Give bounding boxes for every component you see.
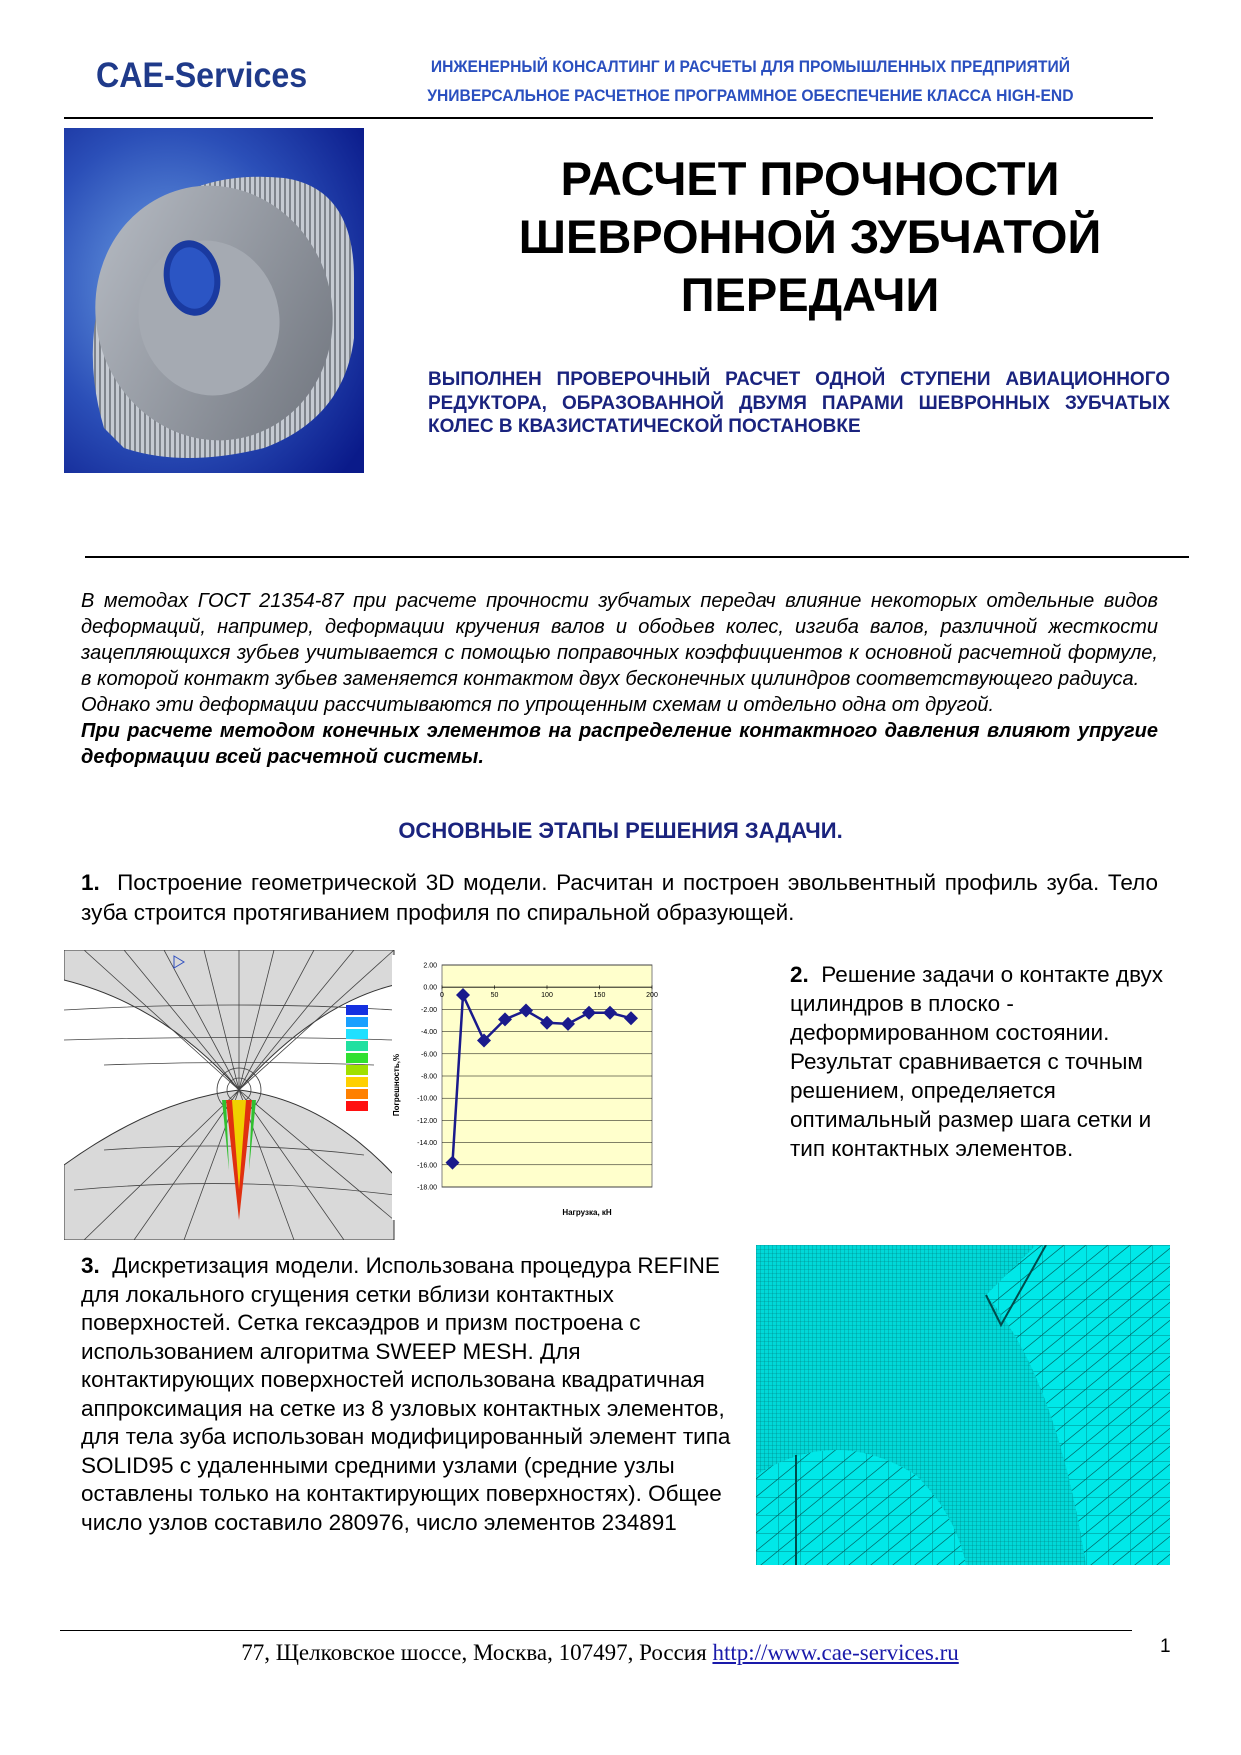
section-heading: ОСНОВНЫЕ ЭТАПЫ РЕШЕНИЯ ЗАДАЧИ. bbox=[398, 818, 843, 843]
chart-y-tick-label: -2.00 bbox=[421, 1006, 437, 1014]
error-chart bbox=[392, 955, 737, 1220]
footer-address-text: 77, Щелковское шоссе, Москва, 107497, Россия bbox=[241, 1640, 707, 1665]
step-3-text: Дискретизация модели. Использована процедура REFINE для локального сгущения сетки вблизи контактных поверхностей. Сетка гексаэдров и призм построена с использованием алгоритма SWEEP MESH. Для контактирующих поверхностей использована квадратичная аппроксимация на сетке из 8 узловых контактных элементов, для тела зуба использован модифицированный элемент типа SOLID95 с удаленными средними узлами (средние узлы оставлены только на контактирующих поверхностях). Общее число узлов составило 280976, число элементов 234891 bbox=[81, 1253, 731, 1535]
step-1-number: 1. bbox=[81, 870, 100, 895]
intro-paragraph-2: Однако эти деформации рассчитываются по упрощенным схемам и отдельно одна от другой. bbox=[81, 694, 995, 716]
chart-y-tick-label: -12.00 bbox=[417, 1117, 437, 1125]
chart-y-tick-label: 2.00 bbox=[423, 962, 437, 970]
footer-rule bbox=[60, 1630, 1132, 1631]
page-number: 1 bbox=[1160, 1636, 1171, 1657]
mesh-render-image bbox=[756, 1245, 1170, 1565]
chart-x-tick-label: 150 bbox=[593, 992, 606, 1000]
header-rule bbox=[64, 117, 1153, 119]
step-3 bbox=[81, 1252, 751, 1537]
step-2 bbox=[790, 960, 1170, 1163]
title-line-3: ПЕРЕДАЧИ bbox=[680, 268, 940, 321]
chart-x-tick-label: 100 bbox=[541, 992, 553, 1000]
section-rule bbox=[85, 556, 1189, 558]
contact-fea-image bbox=[64, 950, 434, 1240]
footer-address bbox=[60, 1640, 1140, 1666]
chart-y-tick-label: -16.00 bbox=[417, 1162, 437, 1170]
gear-render-image bbox=[64, 128, 364, 473]
company-logo: CAE-Services bbox=[96, 56, 308, 95]
lead-summary: ВЫПОЛНЕН ПРОВЕРОЧНЫЙ РАСЧЕТ ОДНОЙ СТУПЕНИ АВИАЦИОННОГО РЕДУКТОРА, ОБРАЗОВАННОЙ ДВУМЯ ПАРАМИ ШЕВРОННЫХ ЗУБЧАТЫХ КОЛЕС В КВАЗИСТАТИЧЕСКОЙ ПОСТАНОВКЕ bbox=[428, 369, 1170, 437]
intro-paragraph-1: В методах ГОСТ 21354-87 при расчете прочности зубчатых передач влияние некоторых отдельные видов деформаций, например, деформации кручения валов и ободьев колес, изгиба валов, различной жесткости зацепляющихся зубьев учитывается с помощью поправочных коэффициентов к основной расчетной формуле, в которой контакт зубьев заменяется контактом двух бесконечных цилиндров соответствующего радиуса. bbox=[81, 590, 1158, 690]
chart-y-tick-label: -18.00 bbox=[417, 1184, 437, 1192]
page-title bbox=[470, 150, 1150, 324]
chart-y-tick-label: -6.00 bbox=[421, 1051, 437, 1059]
chart-x-tick-label: 50 bbox=[490, 992, 499, 1000]
chart-y-tick-label: -4.00 bbox=[421, 1029, 437, 1037]
chart-y-tick-label: -8.00 bbox=[421, 1073, 437, 1081]
chart-x-axis-label: Нагрузка, кН bbox=[562, 1208, 612, 1217]
chart-y-tick-label: 0.00 bbox=[423, 984, 437, 992]
intro-paragraph-3: При расчете методом конечных элементов на распределение контактного давления влияют упругие деформации всей расчетной системы. bbox=[81, 720, 1158, 768]
chart-y-axis-label: Погрешность,% bbox=[392, 1053, 401, 1117]
title-line-1: РАСЧЕТ ПРОЧНОСТИ bbox=[560, 152, 1060, 205]
fea-color-legend bbox=[346, 1005, 368, 1111]
intro-text bbox=[81, 588, 1158, 770]
title-line-2: ШЕВРОННОЙ ЗУБЧАТОЙ bbox=[518, 210, 1102, 263]
step-3-number: 3. bbox=[81, 1253, 100, 1278]
tagline-1: ИНЖЕНЕРНЫЙ КОНСАЛТИНГ И РАСЧЕТЫ ДЛЯ ПРОМЫШЛЕННЫХ ПРЕДПРИЯТИЙ bbox=[430, 57, 1070, 76]
step-1-text: Построение геометрической 3D модели. Расчитан и построен эвольвентный профиль зуба. Тело зуба строится протягиванием профиля по спиральной образующей. bbox=[81, 870, 1158, 925]
chart-x-tick-label: 0 bbox=[440, 992, 444, 1000]
step-2-number: 2. bbox=[790, 962, 809, 987]
step-1 bbox=[81, 868, 1158, 928]
chart-x-tick-label: 200 bbox=[646, 992, 658, 1000]
footer-website-link[interactable]: http://www.cae-services.ru bbox=[712, 1640, 959, 1665]
step-2-text: Решение задачи о контакте двух цилиндров в плоско - деформированном состоянии. Результат сравнивается с точным решением, определяется оптимальный размер шага сетки и тип контактных элементов. bbox=[790, 962, 1164, 1161]
chart-y-tick-label: -10.00 bbox=[417, 1095, 437, 1103]
chart-y-tick-label: -14.00 bbox=[417, 1140, 437, 1148]
tagline-2: УНИВЕРСАЛЬНОЕ РАСЧЕТНОЕ ПРОГРАММНОЕ ОБЕСПЕЧЕНИЕ КЛАССА HIGH-END bbox=[427, 86, 1074, 105]
